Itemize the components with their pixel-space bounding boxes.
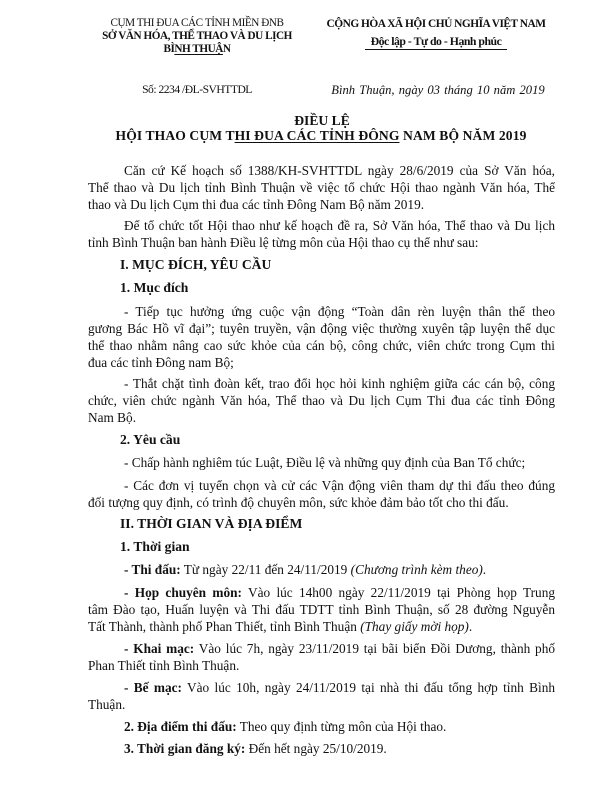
national-header [305,17,567,50]
section-1-1-heading: 1. Mục đích [120,280,189,295]
requirement-bullet-1: - Chấp hành nghiêm túc Luật, Điều lệ và những quy định của Ban Tổ chức; [124,455,526,470]
venue-label: 2. Địa điểm thi đấu: [124,719,237,734]
requirement-bullet-2-line-2: đối tượng quy định, có trình độ chuyên môn, sức khỏe đảm bảo tốt cho thi đấu. [88,495,509,510]
authority-line-3 [92,43,302,56]
registration-text: Đến hết ngày 25/10/2019. [245,741,387,756]
closing-line-1 [88,680,555,696]
closing-line-2: Thuận. [88,697,126,712]
opening-label: - Khai mạc: [124,641,195,656]
authority-line-3-underlined: NH THUẬ [174,43,223,55]
competition-text: Từ ngày 22/11 đến 24/11/2019 [180,562,351,577]
purpose-bullet-1-line-4: đua các tỉnh Đông nam Bộ; [88,355,234,370]
registration-deadline [88,741,555,757]
meeting-line-1 [88,585,555,601]
reference-number: Số: 2234 /ĐL-SVHTTDL [142,83,252,96]
competition-end: . [482,562,487,577]
meeting-end: . [468,619,473,634]
purpose-bullet-1-line-1: - Tiếp tục hưởng ứng cuộc vận động “Toàn dân rèn luyện thân thể theo [124,304,555,319]
purpose-bullet-1-line-3: thể thao nhằm nâng cao sức khỏe của cán bộ, công chức, viên chức trong Cụm thi [88,338,555,353]
section-1-heading: I. MỤC ĐÍCH, YÊU CẦU [120,257,272,272]
authority-line-1: CỤM THI ĐUA CÁC TỈNH MIỀN ĐNB [110,17,284,29]
meeting-line-3 [88,619,555,635]
meeting-note: (Thay giấy mời họp) [360,619,469,634]
purpose-bullet-2-line-3: Nam Bộ. [88,410,137,425]
section-2-1-heading: 1. Thời gian [120,539,190,554]
document-title: ĐIỀU LỆ [294,113,350,128]
closing-label: - Bế mạc: [124,680,182,695]
venue [88,719,555,735]
authority-line-2: SỞ VĂN HÓA, THỂ THAO VÀ DU LỊCH [102,30,292,42]
national-motto: Độc lập - Tự do - Hạnh phúc [365,34,508,51]
meeting-label: - Họp chuyên môn: [124,585,242,600]
place-and-date: Bình Thuận, ngày 03 tháng 10 năm 2019 [331,83,545,97]
intro-p2-line-1: Để tổ chức tốt Hội thao như kế hoạch đề ra, Sở Văn hóa, Thể thao và Du lịch [124,218,555,233]
meeting-line-3-text: Tất Thành, thành phố Phan Thiết, tỉnh Bình Thuận [88,619,361,634]
issuing-authority [92,17,302,56]
opening-line-1 [88,641,555,657]
registration-label: 3. Thời gian đăng ký: [124,741,246,756]
section-1-2-heading: 2. Yêu cầu [120,432,181,447]
purpose-bullet-2-line-1: - Thắt chặt tình đoàn kết, trao đổi học hỏi kinh nghiệm giữa các cán bộ, công [124,376,555,391]
subtitle-prefix: HỘI THAO CỤM T [115,128,235,143]
opening-text: Vào lúc 7h, ngày 23/11/2019 tại bãi biển Đồi Dương, thành phố [194,641,556,656]
authority-line-3-prefix: BÌ [163,43,175,55]
intro-p1-line-1: Căn cứ Kế hoạch số 1388/KH-SVHTTDL ngày 28/6/2019 của Sở Văn hóa, [124,163,555,178]
authority-line-3-suffix: N [222,43,231,55]
section-2-heading: II. THỜI GIAN VÀ ĐỊA ĐIỂM [120,516,303,531]
intro-p2-line-2: tỉnh Bình Thuận ban hành Điều lệ từng môn của Hội thao cụ thể như sau: [88,235,479,250]
venue-text: Theo quy định từng môn của Hội thao. [236,719,447,734]
requirement-bullet-2-line-1: - Các đơn vị tuyển chọn và cử các Vận động viên tham dự thi đấu theo đúng [124,478,555,493]
competition-time [88,562,555,578]
purpose-bullet-2-line-2: chức, viên chức ngành Văn hóa, Thể thao và Du lịch Cụm Thi đua các tỉnh Đông [88,393,555,408]
meeting-text: Vào lúc 14h00 ngày 22/11/2019 tại Phòng họp Trung [241,585,555,600]
competition-note: (Chương trình kèm theo) [350,562,483,577]
subtitle-underlined: HI ĐUA CÁC TỈNH ĐÔNG [234,128,400,143]
intro-p1-line-3: thao và Du lịch Cụm thi đua các tỉnh Đông Nam Bộ năm 2019. [88,197,425,212]
meeting-line-2: tâm Đào tạo, Huấn luyện và Thi đấu TDTT tỉnh Bình Thuận, số 28 đường Nguyễn [88,602,555,617]
purpose-bullet-1-line-2: gương Bác Hồ vĩ đại”; tuyên truyền, vận động việc thường xuyên tập luyện thể dục [88,321,555,336]
opening-line-2: Phan Thiết tỉnh Bình Thuận. [88,658,240,673]
document-subtitle [0,128,612,144]
closing-text: Vào lúc 10h, ngày 24/11/2019 tại nhà thi đấu tổng hợp tỉnh Bình [181,680,556,695]
competition-label: - Thi đấu: [124,562,181,577]
national-name: CỘNG HÒA XÃ HỘI CHỦ NGHĨA VIỆT NAM [326,18,546,30]
subtitle-suffix: NAM BỘ NĂM 2019 [399,128,527,143]
intro-p1-line-2: Thể thao và Du lịch tỉnh Bình Thuận về việc tổ chức Hội thao ngành Văn hóa, Thể [88,180,555,195]
